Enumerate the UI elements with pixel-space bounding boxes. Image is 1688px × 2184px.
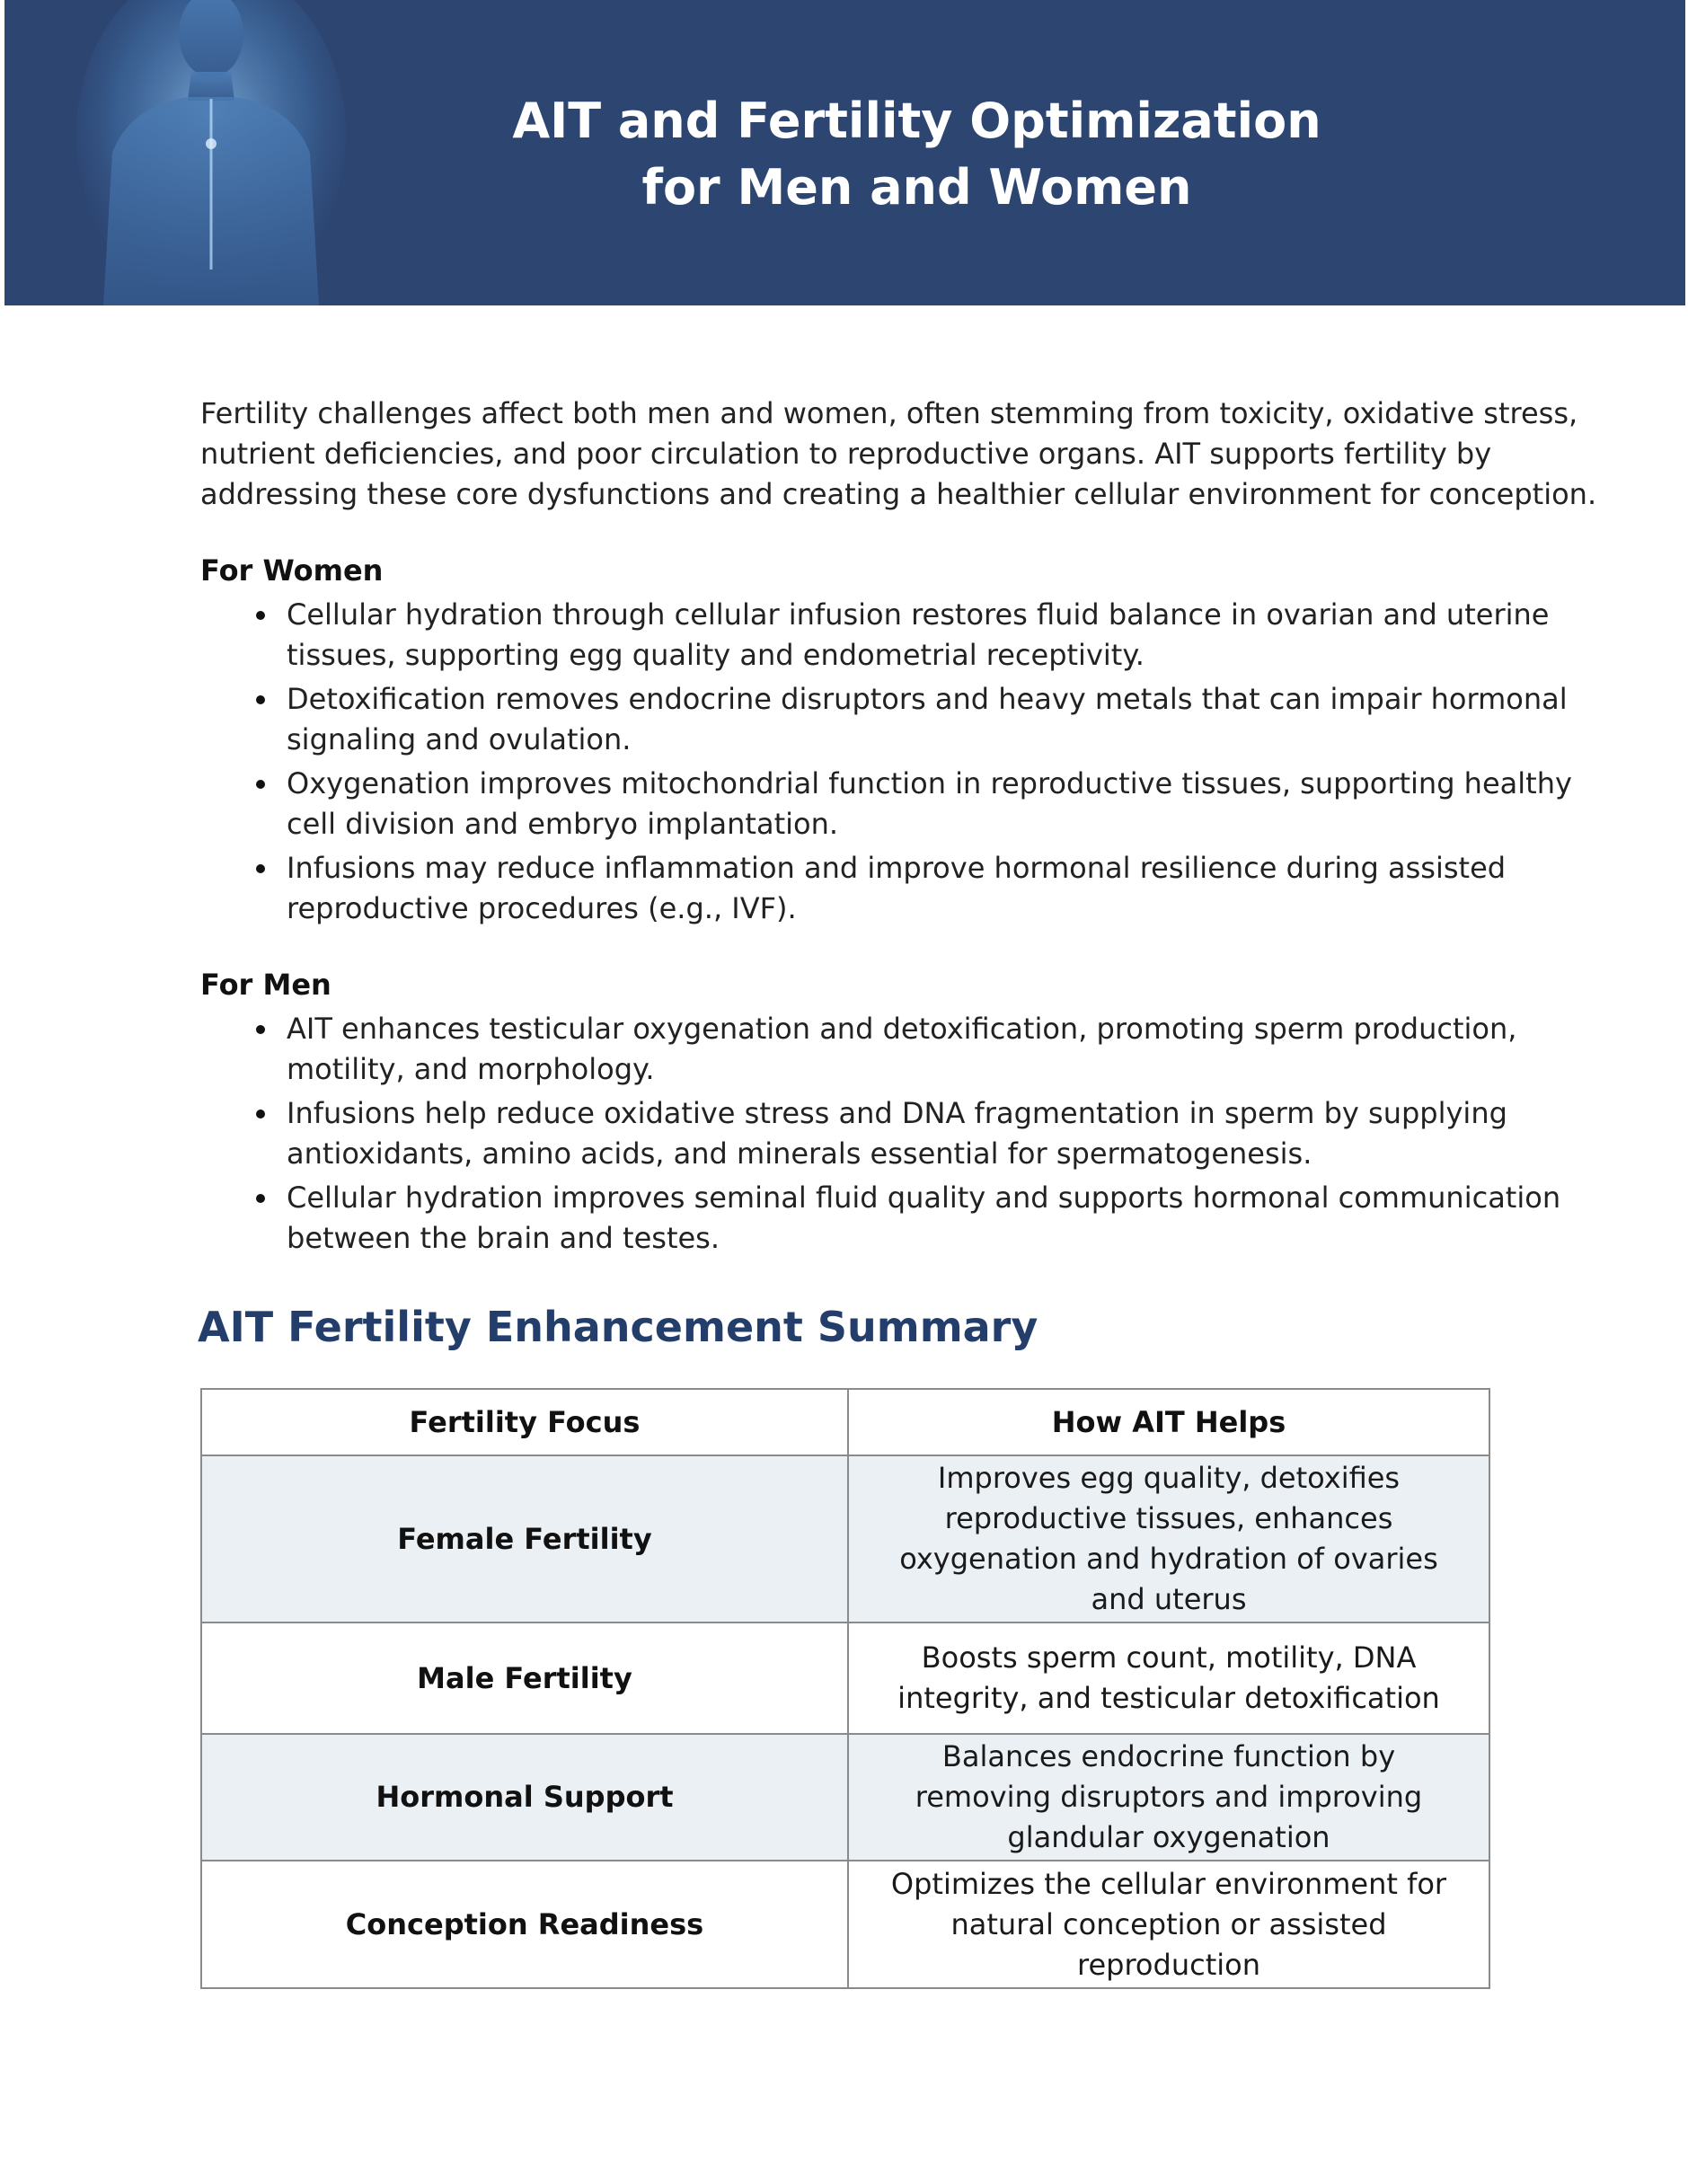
bullet-icon bbox=[256, 1110, 265, 1119]
list-item bbox=[287, 764, 1602, 844]
help-cell: Improves egg quality, detoxifies reproductive tissues, enhances oxygenation and hydration of ovaries and uterus bbox=[848, 1455, 1489, 1623]
list-item bbox=[287, 1178, 1602, 1259]
help-cell: Balances endocrine function by removing disruptors and improving glandular oxygenation bbox=[848, 1734, 1489, 1861]
women-heading: For Women bbox=[200, 553, 384, 588]
list-item bbox=[287, 595, 1602, 676]
list-item bbox=[287, 1093, 1602, 1174]
table-row bbox=[201, 1455, 1489, 1623]
list-item-text: AIT enhances testicular oxygenation and detoxification, promoting sperm production, motility, and morphology. bbox=[287, 1012, 1517, 1086]
list-item-text: Infusions may reduce inflammation and improve hormonal resilience during assisted reproductive procedures (e.g., IVF). bbox=[287, 851, 1507, 925]
focus-cell: Male Fertility bbox=[201, 1623, 848, 1734]
table-row bbox=[201, 1734, 1489, 1861]
page-title-line-1: AIT and Fertility Optimization bbox=[512, 93, 1321, 149]
list-item-text: Cellular hydration improves seminal fluid quality and supports hormonal communication between the brain and testes. bbox=[287, 1180, 1561, 1255]
help-cell: Boosts sperm count, motility, DNA integrity, and testicular detoxification bbox=[848, 1623, 1489, 1734]
help-cell: Optimizes the cellular environment for natural conception or assisted reproduction bbox=[848, 1861, 1489, 1988]
men-heading: For Men bbox=[200, 968, 331, 1002]
list-item-text: Cellular hydration through cellular infusion restores fluid balance in ovarian and uterine tissues, supporting egg quality and endometrial receptivity. bbox=[287, 597, 1550, 672]
bullet-icon bbox=[256, 695, 265, 704]
table-header-row bbox=[201, 1389, 1489, 1455]
summary-heading: AIT Fertility Enhancement Summary bbox=[198, 1303, 1038, 1351]
page-title-line-2: for Men and Women bbox=[641, 159, 1192, 216]
list-item-text: Oxygenation improves mitochondrial function in reproductive tissues, supporting healthy cell division and embryo implantation. bbox=[287, 766, 1572, 841]
focus-cell: Hormonal Support bbox=[201, 1734, 848, 1861]
list-item-text: Detoxification removes endocrine disruptors and heavy metals that can impair hormonal signaling and ovulation. bbox=[287, 682, 1568, 756]
table-row bbox=[201, 1623, 1489, 1734]
column-header-help: How AIT Helps bbox=[848, 1389, 1489, 1455]
men-list bbox=[200, 1009, 1602, 1259]
column-header-focus: Fertility Focus bbox=[201, 1389, 848, 1455]
list-item-text: Infusions help reduce oxidative stress and DNA fragmentation in sperm by supplying antioxidants, amino acids, and minerals essential for spermatogenesis. bbox=[287, 1096, 1507, 1171]
bullet-icon bbox=[256, 1194, 265, 1203]
bullet-icon bbox=[256, 611, 265, 620]
list-item bbox=[287, 848, 1602, 929]
main-content bbox=[200, 393, 1602, 1989]
list-item bbox=[287, 1009, 1602, 1090]
summary-table bbox=[200, 1388, 1490, 1989]
intro-paragraph: Fertility challenges affect both men and women, often stemming from toxicity, oxidative stress, nutrient deficiencies, and poor circulation to reproductive organs. AIT supports fertility by addressing these core dysfunctions and creating a healthier cellular environment for conception. bbox=[200, 396, 1597, 511]
focus-cell: Conception Readiness bbox=[201, 1861, 848, 1988]
list-item bbox=[287, 679, 1602, 760]
women-list bbox=[200, 595, 1602, 929]
bullet-icon bbox=[256, 864, 265, 873]
focus-cell: Female Fertility bbox=[201, 1455, 848, 1623]
page-title bbox=[148, 88, 1685, 221]
bullet-icon bbox=[256, 1025, 265, 1034]
header-banner bbox=[4, 0, 1685, 305]
table-row bbox=[201, 1861, 1489, 1988]
bullet-icon bbox=[256, 780, 265, 789]
